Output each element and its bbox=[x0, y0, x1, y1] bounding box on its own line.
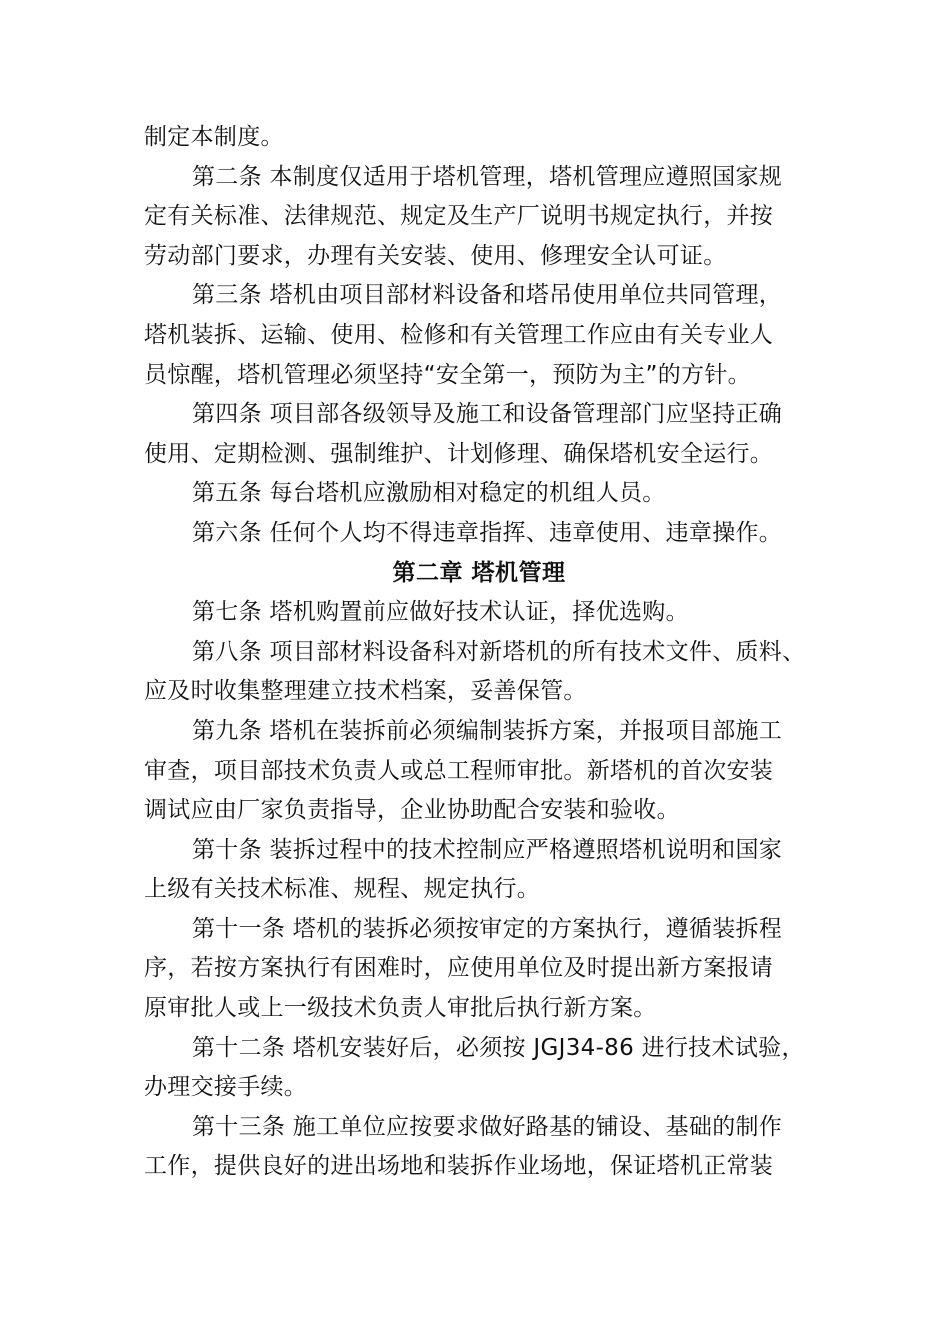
text-line: 员惊醒，塔机管理必须坚持“安全第一，预防为主”的方针。 bbox=[144, 361, 751, 388]
text-line: 工作，提供良好的进出场地和装拆作业场地，保证塔机正常装 bbox=[144, 1153, 774, 1180]
text-line: 制定本制度。 bbox=[144, 124, 284, 150]
article-13-line: 第十三条 施工单位应按要求做好路基的铺设、基础的制作 bbox=[192, 1113, 783, 1140]
chapter-heading: 第二章 塔机管理 bbox=[392, 559, 566, 586]
article-12-line: 第十二条 塔机安装好后，必须按 JGJ34-86 进行技术试验， bbox=[192, 1034, 805, 1061]
text-line: 调试应由厂家负责指导，企业协助配合安装和验收。 bbox=[144, 797, 680, 824]
text-line: 原审批人或上一级技术负责人审批后执行新方案。 bbox=[144, 995, 657, 1022]
article-5-line: 第五条 每台塔机应激励相对稳定的机组人员。 bbox=[192, 480, 666, 507]
document-body bbox=[144, 118, 814, 1187]
article-10-line: 第十条 装拆过程中的技术控制应严格遵照塔机说明和国家 bbox=[192, 836, 783, 863]
article-3-line: 第三条 塔机由项目部材料设备和塔吊使用单位共同管理， bbox=[192, 282, 783, 309]
text-line: 办理交接手续。 bbox=[144, 1074, 308, 1101]
article-8-line: 第八条 项目部材料设备科对新塔机的所有技术文件、质料、 bbox=[192, 638, 806, 665]
text-line: 劳动部门要求，办理有关安装、使用、修理安全认可证。 bbox=[144, 242, 727, 269]
text-line: 序，若按方案执行有困难时，应使用单位及时提出新方案报请 bbox=[144, 955, 774, 982]
text-line: 使用、定期检测、强制维护、计划修理、确保塔机安全运行。 bbox=[144, 440, 774, 467]
article-9-line: 第九条 塔机在装拆前必须编制装拆方案，并报项目部施工 bbox=[192, 717, 783, 744]
text-line: 定有关标准、法律规范、规定及生产厂说明书规定执行，并按 bbox=[144, 203, 774, 230]
text-line: 应及时收集整理建立技术档案，妥善保管。 bbox=[144, 678, 587, 705]
article-2-line: 第二条 本制度仅适用于塔机管理，塔机管理应遵照国家规 bbox=[192, 163, 783, 190]
text-line: 塔机装拆、运输、使用、检修和有关管理工作应由有关专业人 bbox=[144, 321, 774, 348]
text-line: 上级有关技术标准、规程、规定执行。 bbox=[144, 876, 541, 903]
article-4-line: 第四条 项目部各级领导及施工和设备管理部门应坚持正确 bbox=[192, 401, 783, 428]
article-11-line: 第十一条 塔机的装拆必须按审定的方案执行，遵循装拆程 bbox=[192, 915, 783, 942]
article-6-line: 第六条 任何个人均不得违章指挥、违章使用、违章操作。 bbox=[192, 519, 783, 546]
text-line: 审查，项目部技术负责人或总工程师审批。新塔机的首次安装 bbox=[144, 757, 774, 784]
article-7-line: 第七条 塔机购置前应做好技术认证，择优选购。 bbox=[192, 599, 689, 626]
